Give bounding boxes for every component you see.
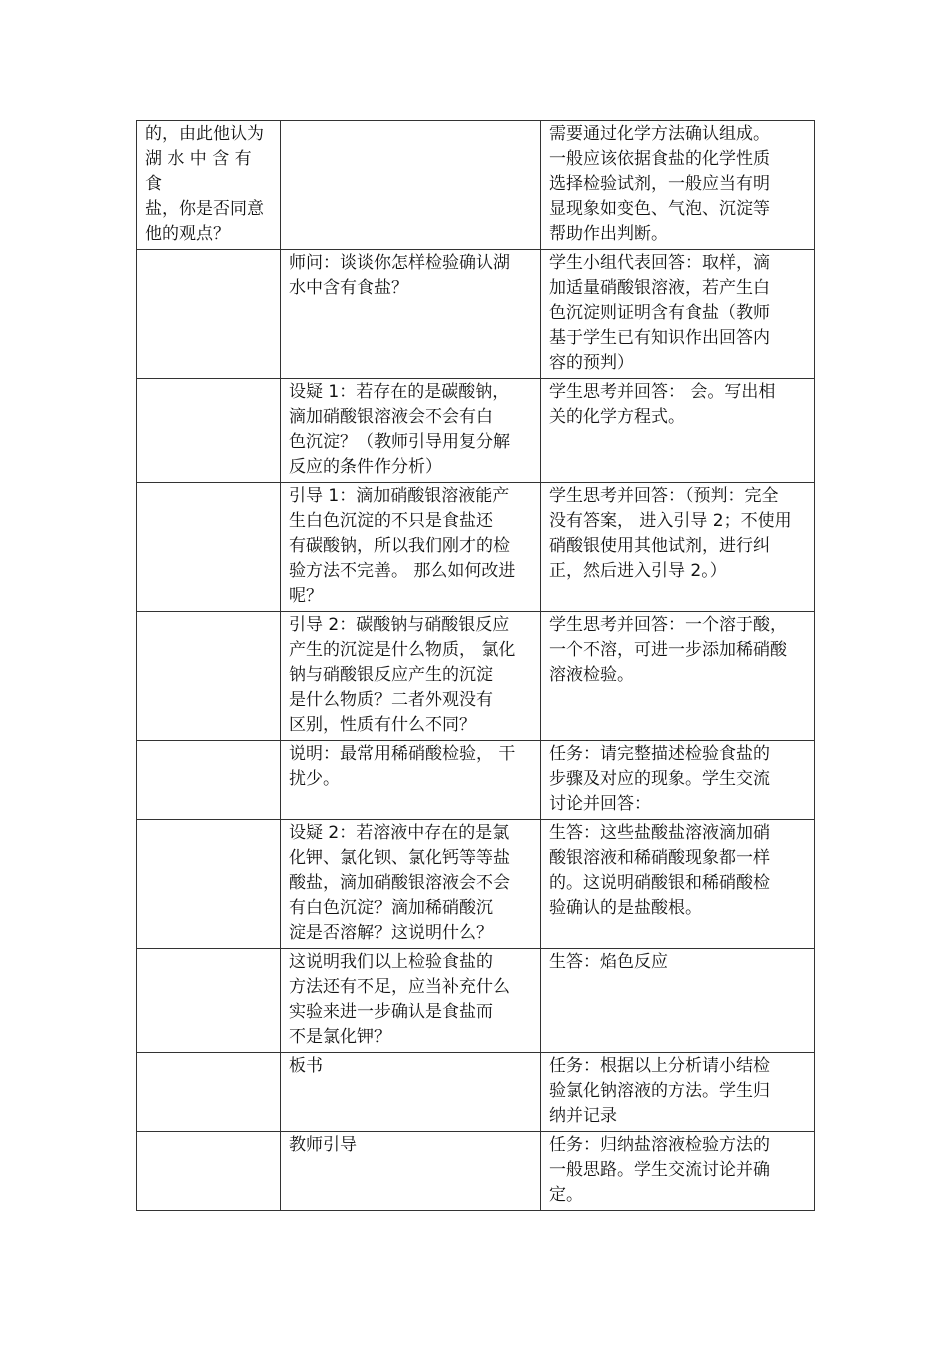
table-row <box>137 121 815 250</box>
table-row <box>137 949 815 1053</box>
table-row <box>137 612 815 741</box>
table-row <box>137 250 815 379</box>
stage-cell <box>137 949 281 1053</box>
teacher-activity-cell: 说明：最常用稀硝酸检验， 干 扰少。 <box>281 741 541 820</box>
student-activity-cell: 任务：请完整描述检验食盐的 步骤及对应的现象。学生交流 讨论并回答： <box>541 741 815 820</box>
stage-cell <box>137 483 281 612</box>
student-activity-cell: 生答：这些盐酸盐溶液滴加硝 酸银溶液和稀硝酸现象都一样 的。这说明硝酸银和稀硝酸检 验确认的是盐酸根。 <box>541 820 815 949</box>
stage-cell <box>137 612 281 741</box>
stage-cell <box>137 250 281 379</box>
stage-cell <box>137 1132 281 1211</box>
teacher-activity-cell: 教师引导 <box>281 1132 541 1211</box>
student-activity-cell: 需要通过化学方法确认组成。 一般应该依据食盐的化学性质 选择检验试剂，一般应当有明 显现象如变色、气泡、沉淀等 帮助作出判断。 <box>541 121 815 250</box>
teacher-activity-cell: 板书 <box>281 1053 541 1132</box>
teacher-activity-cell: 师问：谈谈你怎样检验确认湖 水中含有食盐？ <box>281 250 541 379</box>
teacher-activity-cell: 这说明我们以上检验食盐的 方法还有不足，应当补充什么 实验来进一步确认是食盐而 不是氯化钾？ <box>281 949 541 1053</box>
stage-cell <box>137 379 281 483</box>
teacher-activity-cell: 设疑 2：若溶液中存在的是氯 化钾、氯化钡、氯化钙等等盐 酸盐，滴加硝酸银溶液会不会 有白色沉淀？滴加稀硝酸沉 淀是否溶解？这说明什么？ <box>281 820 541 949</box>
student-activity-cell: 学生思考并回答：（预判：完全 没有答案， 进入引导 2；不使用 硝酸银使用其他试剂，进行纠 正，然后进入引导 2。） <box>541 483 815 612</box>
teacher-activity-cell: 设疑 1：若存在的是碳酸钠， 滴加硝酸银溶液会不会有白 色沉淀？（教师引导用复分解 反应的条件作分析） <box>281 379 541 483</box>
teacher-activity-cell: 引导 1：滴加硝酸银溶液能产 生白色沉淀的不只是食盐还 有碳酸钠，所以我们刚才的检 验方法不完善。 那么如何改进 呢？ <box>281 483 541 612</box>
lesson-table <box>136 120 815 1211</box>
teacher-activity-cell <box>281 121 541 250</box>
stage-cell <box>137 741 281 820</box>
table-row <box>137 820 815 949</box>
student-activity-cell: 学生思考并回答：一个溶于酸， 一个不溶，可进一步添加稀硝酸 溶液检验。 <box>541 612 815 741</box>
table-row <box>137 1053 815 1132</box>
stage-cell: 的，由此他认为 湖 水 中 含 有 食 盐，你是否同意 他的观点？ <box>137 121 281 250</box>
table-row <box>137 379 815 483</box>
stage-cell <box>137 820 281 949</box>
student-activity-cell: 生答：焰色反应 <box>541 949 815 1053</box>
table-row <box>137 741 815 820</box>
student-activity-cell: 任务：根据以上分析请小结检 验氯化钠溶液的方法。学生归 纳并记录 <box>541 1053 815 1132</box>
table-row <box>137 1132 815 1211</box>
student-activity-cell: 学生思考并回答： 会。写出相 关的化学方程式。 <box>541 379 815 483</box>
student-activity-cell: 学生小组代表回答：取样，滴 加适量硝酸银溶液，若产生白 色沉淀则证明含有食盐（教师 基于学生已有知识作出回答内 容的预判） <box>541 250 815 379</box>
stage-cell <box>137 1053 281 1132</box>
table-row <box>137 483 815 612</box>
student-activity-cell: 任务：归纳盐溶液检验方法的 一般思路。学生交流讨论并确 定。 <box>541 1132 815 1211</box>
teacher-activity-cell: 引导 2：碳酸钠与硝酸银反应 产生的沉淀是什么物质， 氯化 钠与硝酸银反应产生的沉淀 是什么物质？二者外观没有 区别，性质有什么不同？ <box>281 612 541 741</box>
